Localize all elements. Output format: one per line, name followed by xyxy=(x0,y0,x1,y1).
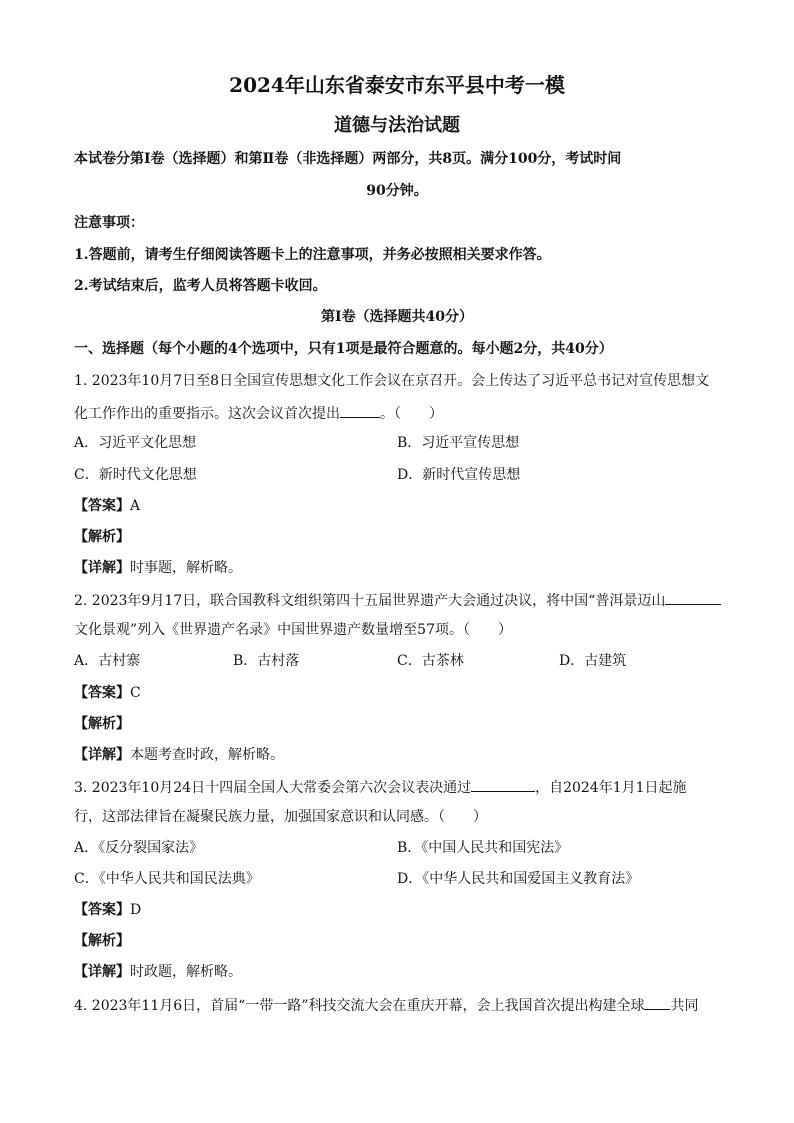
question-2-stem-text: 2. 2023年9月17日，联合国教科文组织第四十五届世界遗产大会通过决议，将中国“普洱景迈山 xyxy=(74,593,666,609)
detail-label: 【详解】 xyxy=(74,964,130,980)
question-1-option-d: D．新时代宣传思想 xyxy=(397,467,521,483)
question-2-stem-line-1 xyxy=(74,590,721,610)
question-3-answer-value: D xyxy=(130,902,142,918)
question-1-option-b: B．习近平宣传思想 xyxy=(397,435,520,451)
question-1-answer xyxy=(74,497,140,515)
question-1-stem-line-1: 1. 2023年10月7日至8日全国宣传思想文化工作会议在京召开。会上传达了习近平总书记对宣传思想文 xyxy=(74,373,710,389)
answer-label: 【答案】 xyxy=(74,902,130,918)
question-1-detail-text: 时事题，解析略。 xyxy=(130,560,242,576)
question-4-stem-end: 共同 xyxy=(670,998,699,1014)
question-2-option-c: C．古茶林 xyxy=(397,653,464,669)
exam-intro-line-1: 本试卷分第Ⅰ卷（选择题）和第Ⅱ卷（非选择题）两部分，共8页。满分100分，考试时间 xyxy=(74,151,622,167)
question-1-option-a: A．习近平文化思想 xyxy=(74,435,197,451)
question-1-analysis xyxy=(74,528,130,546)
question-3-stem-line-2: 行，这部法律旨在凝聚民族力量，加强国家意识和认同感。（ ） xyxy=(74,809,487,825)
answer-label: 【答案】 xyxy=(74,498,130,514)
exam-intro-line-2: 90分钟。 xyxy=(366,183,428,199)
exam-subtitle: 道德与法治试题 xyxy=(334,115,460,136)
question-2-detail-text: 本题考查时政，解析略。 xyxy=(130,747,284,763)
question-1-stem-line-2 xyxy=(74,403,443,423)
question-2-detail xyxy=(74,746,284,764)
analysis-label: 【解析】 xyxy=(74,529,130,545)
question-3-answer xyxy=(74,901,141,919)
question-3-stem-end: ，自2024年1月1日起施 xyxy=(535,780,687,796)
answer-blank xyxy=(471,777,535,792)
question-3-option-c: C．《中华人民共和国民法典》 xyxy=(74,871,260,887)
detail-label: 【详解】 xyxy=(74,560,130,576)
question-2-option-d: D．古建筑 xyxy=(559,653,627,669)
detail-label: 【详解】 xyxy=(74,747,130,763)
question-1-stem-end: 。（ ） xyxy=(380,406,443,422)
question-2-answer xyxy=(74,684,141,702)
analysis-label: 【解析】 xyxy=(74,933,130,949)
notes-item-1: 1.答题前，请考生仔细阅读答题卡上的注意事项，并务必按照相关要求作答。 xyxy=(74,247,551,263)
question-3-detail xyxy=(74,963,242,981)
question-2-answer-value: C xyxy=(130,685,141,701)
question-3-analysis xyxy=(74,932,130,950)
question-3-option-a: A．《反分裂国家法》 xyxy=(74,840,204,856)
answer-label: 【答案】 xyxy=(74,685,130,701)
notes-item-2: 2.考试结束后，监考人员将答题卡收回。 xyxy=(74,278,327,294)
question-4-stem-line-1 xyxy=(74,995,698,1015)
question-1-option-c: C．新时代文化思想 xyxy=(74,467,197,483)
answer-blank xyxy=(665,590,721,605)
question-3-option-b: B．《中国人民共和国宪法》 xyxy=(397,840,569,856)
notes-heading: 注意事项： xyxy=(74,215,144,231)
question-1-stem-text: 化工作作出的重要指示。这次会议首次提出 xyxy=(74,406,340,422)
question-1-detail xyxy=(74,559,242,577)
question-2-option-a: A．古村寨 xyxy=(74,653,141,669)
analysis-label: 【解析】 xyxy=(74,716,130,732)
section-heading: 一、选择题（每个小题的4个选项中，只有1项是最符合题意的。每小题2分，共40分） xyxy=(74,341,613,357)
question-2-option-b: B．古村落 xyxy=(233,653,300,669)
question-2-stem-line-2: 文化景观”列入《世界遗产名录》中国世界遗产数量增至57项。（ ） xyxy=(74,622,512,638)
answer-blank xyxy=(644,995,670,1010)
question-1-answer-value: A xyxy=(130,498,141,514)
question-3-option-d: D．《中华人民共和国爱国主义教育法》 xyxy=(397,871,640,887)
question-3-stem-text: 3. 2023年10月24日十四届全国人大常委会第六次会议表决通过 xyxy=(74,780,472,796)
question-3-detail-text: 时政题，解析略。 xyxy=(130,964,242,980)
exam-title: 2024年山东省泰安市东平县中考一模 xyxy=(229,73,565,97)
question-4-stem-text: 4. 2023年11月6日，首届“一带一路”科技交流大会在重庆开幕，会上我国首次提出构建全球 xyxy=(74,998,645,1014)
question-3-stem-line-1 xyxy=(74,777,687,797)
part-title: 第Ⅰ卷（选择题共40分） xyxy=(320,309,474,325)
question-2-analysis xyxy=(74,715,130,733)
answer-blank xyxy=(340,403,380,418)
